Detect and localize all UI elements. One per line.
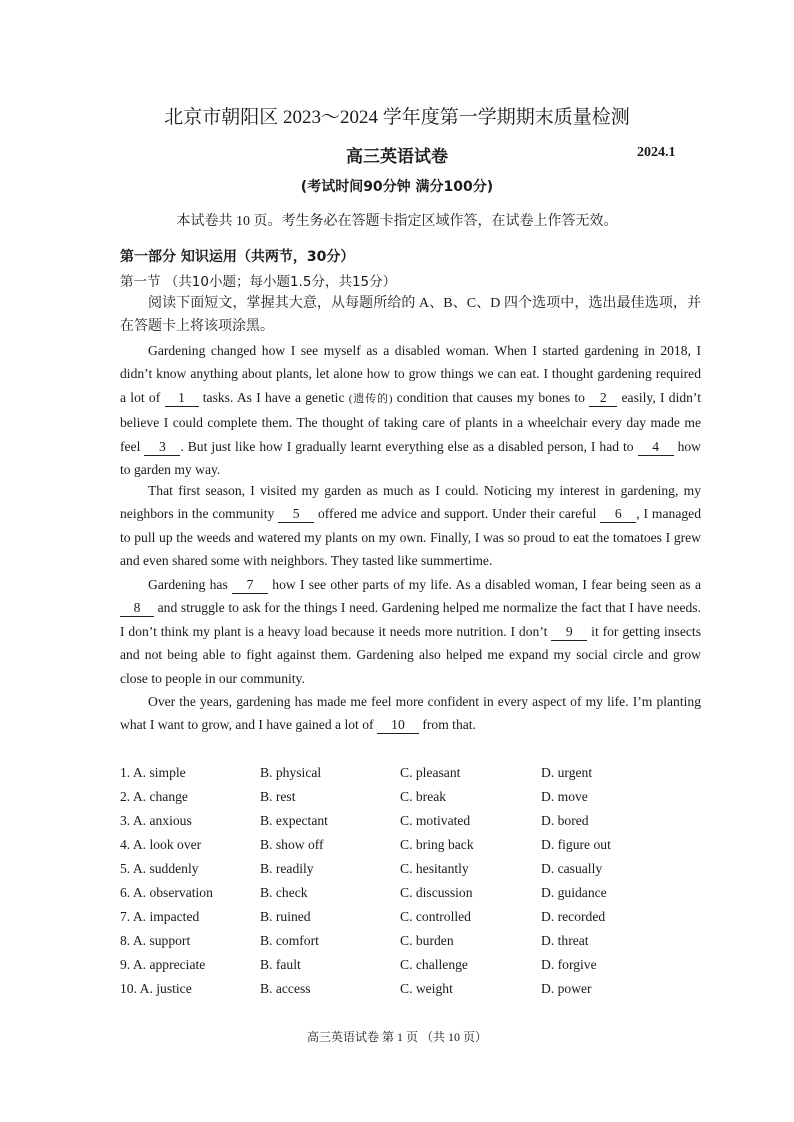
option-a: 2. A. change: [120, 789, 188, 804]
exam-subtitle: 高三英语试卷: [346, 147, 448, 166]
passage-paragraph-1: [120, 339, 701, 481]
passage-text: and struggle to ask for the things I need. Gardening helped me normalize the fact that I have needs. I don’t think my plant is a heavy load because it needs more nutrition. I don’t: [120, 600, 701, 639]
option-row: [120, 813, 720, 837]
option-d: D. move: [541, 789, 588, 804]
gloss-note: (遗传的): [348, 392, 393, 405]
option-b: B. comfort: [260, 933, 319, 948]
passage-paragraph-3: [120, 573, 701, 690]
instruction-paragraph: 阅读下面短文，掌握其大意，从每题所给的 A、B、C、D 四个选项中，选出最佳选项，并在答题卡上将该项涂黑。: [120, 296, 701, 335]
option-a: 10. A. justice: [120, 981, 192, 996]
option-c: C. pleasant: [400, 765, 461, 780]
blank-4: 4: [638, 438, 674, 456]
option-a: 6. A. observation: [120, 885, 213, 900]
blank-9: 9: [551, 623, 587, 641]
option-row: [120, 765, 720, 789]
option-d: D. casually: [541, 861, 603, 876]
option-b: B. show off: [260, 837, 324, 852]
option-d: D. guidance: [541, 885, 607, 900]
blank-6: 6: [600, 505, 636, 523]
passage-paragraph-2: [120, 479, 701, 573]
blank-10: 10: [377, 716, 419, 734]
option-b: B. expectant: [260, 813, 328, 828]
option-row: [120, 789, 720, 813]
passage-text: Gardening changed how I see myself as a disabled woman. When I started gardening in 2018, I didn’t know anything about plants, let alone how to grow things we can eat. I thought gardening required a lot of: [120, 343, 701, 405]
exam-time-info: (考试时间90分钟 满分100分): [300, 179, 494, 195]
option-a: 3. A. anxious: [120, 813, 192, 828]
option-d: D. power: [541, 981, 592, 996]
passage-text: offered me advice and support. Under their careful: [314, 506, 601, 522]
passage-text: from that.: [418, 717, 476, 733]
passage-text: how I see other parts of my life. As a disabled woman, I fear being seen as a: [268, 577, 701, 592]
option-row: [120, 981, 720, 1005]
blank-2: 2: [589, 389, 617, 407]
option-c: C. weight: [400, 981, 453, 996]
option-b: B. readily: [260, 861, 314, 876]
option-a: 4. A. look over: [120, 837, 202, 852]
option-row: [120, 957, 720, 981]
blank-7: 7: [232, 576, 268, 594]
option-a: 1. A. simple: [120, 765, 186, 780]
option-c: C. discussion: [400, 885, 473, 900]
option-b: B. rest: [260, 789, 296, 804]
option-c: C. challenge: [400, 957, 468, 972]
option-d: D. urgent: [541, 765, 593, 780]
passage-text: easily, I didn’t believe I could complete them. The thought of taking care of plants in a wheelchair every day made me feel: [120, 389, 701, 454]
option-row: [120, 933, 720, 957]
option-row: [120, 837, 720, 861]
exam-title: 北京市朝阳区 2023～2024 学年度第一学期期末质量检测: [164, 107, 630, 128]
blank-5: 5: [278, 505, 314, 523]
passage-text: , I managed to pull up the weeds and watered my plants on my own. Finally, I was so proud to eat the tomatoes I grew and even shared some with neighbors. They tasted like summertime.: [120, 506, 701, 569]
exam-notice: 本试卷共 10 页。考生务必在答题卡指定区域作答，在试卷上作答无效。: [176, 214, 618, 229]
blank-1: 1: [165, 389, 199, 407]
passage-text: tasks. As I have a genetic: [198, 389, 349, 405]
option-b: B. ruined: [260, 909, 311, 924]
answer-options: [120, 765, 720, 1005]
option-a: 8. A. support: [120, 933, 191, 948]
option-c: C. burden: [400, 933, 454, 948]
option-d: D. forgive: [541, 957, 597, 972]
blank-3: 3: [144, 438, 180, 456]
option-c: C. break: [400, 789, 447, 804]
option-b: B. physical: [260, 765, 322, 780]
option-row: [120, 861, 720, 885]
option-d: D. figure out: [541, 837, 611, 852]
passage-text: Over the years, gardening has made me feel more confident in every aspect of my life. I’m planting what I want to grow, and I have gained a lot of: [120, 694, 701, 733]
option-c: C. hesitantly: [400, 861, 469, 876]
passage-text: Gardening has: [148, 577, 233, 592]
part-heading: 第一部分 知识运用（共两节，30分）: [120, 249, 355, 265]
option-d: D. threat: [541, 933, 589, 948]
option-c: C. bring back: [400, 837, 474, 852]
passage-text: how to garden my way.: [120, 438, 701, 478]
option-d: D. recorded: [541, 909, 606, 924]
option-row: [120, 909, 720, 933]
option-c: C. motivated: [400, 813, 471, 828]
passage-text: it for getting insects and not being able to fight against them. Gardening also helped me expand my social circle and grow close to people in our community.: [120, 623, 701, 686]
blank-8: 8: [120, 599, 154, 617]
passage-text: . But just like how I gradually learnt everything else as a disabled person, I had to: [180, 438, 638, 454]
option-b: B. check: [260, 885, 308, 900]
option-a: 5. A. suddenly: [120, 861, 199, 876]
passage-text: condition that causes my bones to: [392, 389, 590, 405]
passage-text: That first season, I visited my garden as much as I could. Noticing my interest in gardening, my neighbors in the community: [120, 483, 701, 522]
option-b: B. fault: [260, 957, 301, 972]
section-heading: 第一节 （共10小题；每小题1.5分，共15分）: [120, 274, 397, 290]
option-row: [120, 885, 720, 909]
option-b: B. access: [260, 981, 311, 996]
option-d: D. bored: [541, 813, 589, 828]
page-footer: 高三英语试卷 第 1 页 （共 10 页）: [306, 1030, 487, 1044]
option-c: C. controlled: [400, 909, 471, 924]
exam-date: 2024.1: [637, 145, 676, 160]
option-a: 9. A. appreciate: [120, 957, 206, 972]
option-a: 7. A. impacted: [120, 909, 200, 924]
passage-paragraph-4: [120, 690, 701, 737]
